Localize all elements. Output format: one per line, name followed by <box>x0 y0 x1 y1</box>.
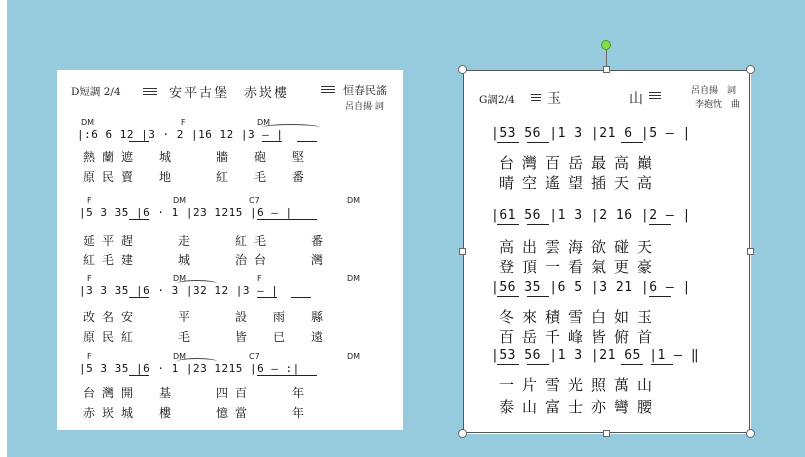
resize-handle-right[interactable] <box>747 248 754 255</box>
resize-handle-top[interactable] <box>603 66 610 73</box>
beat-underline <box>129 219 149 220</box>
beat-underline <box>129 297 149 298</box>
rotation-connector <box>606 49 607 67</box>
lyric-line: 熱蘭遮 城 牆 砲 堅 <box>83 150 312 164</box>
notation-line: |5 3 35 |6 · 1 |23 1215 |6 — | <box>79 206 293 219</box>
lyric-line: 百岳千峰皆俯首 <box>499 328 661 346</box>
lyricist-credit: 呂自揚 詞 <box>345 102 384 112</box>
decorative-lines-icon <box>321 86 335 95</box>
chord-label: F <box>87 274 92 283</box>
notation-line: |3 3 35 |6 · 3 |32 12 |3 — | <box>79 284 279 297</box>
selection-frame <box>463 70 750 433</box>
slur-mark <box>177 280 217 287</box>
beat-underline <box>262 141 282 142</box>
notation-line: |53 56 |1 3 |21 6 |5 — | <box>491 126 691 141</box>
composer-credit: 李抱忱 曲 <box>695 100 741 110</box>
chord-label: F <box>181 118 186 127</box>
chord-label: DM <box>173 274 187 283</box>
beat-underline <box>257 219 317 220</box>
lyric-line: 台灣百岳最高巔 <box>499 154 661 172</box>
resize-handle-left[interactable] <box>459 248 466 255</box>
lyric-line: 台灣開 基 四百 年 <box>83 386 312 400</box>
lyric-line: 紅毛建 城 治台 灣 <box>83 253 331 267</box>
beat-underline <box>257 297 277 298</box>
sheet-music-image-anping[interactable] <box>57 70 403 430</box>
chord-label: F <box>87 196 92 205</box>
notation-line: |56 35 |6 5 |3 21 |6 — | <box>491 280 691 295</box>
lyric-line: 登頂一看氣更豪 <box>499 258 661 276</box>
song-title: 安平古堡 赤崁樓 <box>169 86 290 101</box>
chord-label: C7 <box>249 196 260 205</box>
beat-underline <box>129 141 149 142</box>
key-signature: G調2/4 <box>479 94 515 106</box>
chord-label: DM <box>81 118 95 127</box>
chord-label: DM <box>347 274 361 283</box>
song-title-part1: 玉 <box>547 91 563 107</box>
key-signature: D短調 2/4 <box>71 86 121 98</box>
resize-handle-top-right[interactable] <box>746 65 755 74</box>
chord-label: C7 <box>249 352 260 361</box>
chord-label: F <box>87 352 92 361</box>
beat-underline <box>297 141 317 142</box>
slur-mark <box>262 124 320 131</box>
chord-label: DM <box>347 196 361 205</box>
lyric-line: 一片雪光照萬山 <box>499 376 661 394</box>
notation-line: |53 56 |1 3 |21 65 |1 — ‖ <box>491 348 700 363</box>
lyric-line: 冬來積雪白如玉 <box>499 308 661 326</box>
lyric-line: 晴空遙望插天高 <box>499 174 661 192</box>
song-title-part2: 山 <box>629 91 645 107</box>
resize-handle-top-left[interactable] <box>458 65 467 74</box>
chord-label: DM <box>257 118 271 127</box>
notation-line: |5 3 35 |6 · 1 |23 1215 |6 — :| <box>79 362 300 375</box>
song-genre: 恒春民謠 <box>343 84 387 97</box>
chord-label: DM <box>173 196 187 205</box>
slur-mark <box>177 358 217 365</box>
rotate-handle[interactable] <box>601 40 611 50</box>
beat-underline <box>129 375 149 376</box>
chord-label: DM <box>347 352 361 361</box>
resize-handle-bottom-left[interactable] <box>458 429 467 438</box>
notation-line: |61 56 |1 3 |2 16 |2 — | <box>491 208 691 223</box>
lyric-line: 改名安 平 設 雨 縣 <box>83 310 331 324</box>
resize-handle-bottom-right[interactable] <box>746 429 755 438</box>
lyric-line: 泰山富士亦彎腰 <box>499 398 661 416</box>
lyric-line: 高出雲海欲碰天 <box>499 238 661 256</box>
chord-label: DM <box>173 352 187 361</box>
decorative-lines-icon <box>143 88 157 97</box>
beat-underline <box>291 297 311 298</box>
lyricist-credit: 呂自揚 詞 <box>691 86 737 96</box>
lyric-line: 赤崁城 樓 憶當 年 <box>83 406 312 420</box>
lyric-line: 原民紅 毛 皆 已 遠 <box>83 330 331 344</box>
resize-handle-bottom[interactable] <box>603 430 610 437</box>
beat-underline <box>257 375 317 376</box>
lyric-line: 延平趕 走 紅毛 番 <box>83 234 331 248</box>
slide-panel-edge <box>0 0 7 457</box>
notation-line: |:6 6 12 |3 · 2 |16 12 |3 — | <box>77 128 284 141</box>
lyric-line: 原民賣 地 紅 毛 番 <box>83 170 312 184</box>
chord-label: F <box>257 274 262 283</box>
